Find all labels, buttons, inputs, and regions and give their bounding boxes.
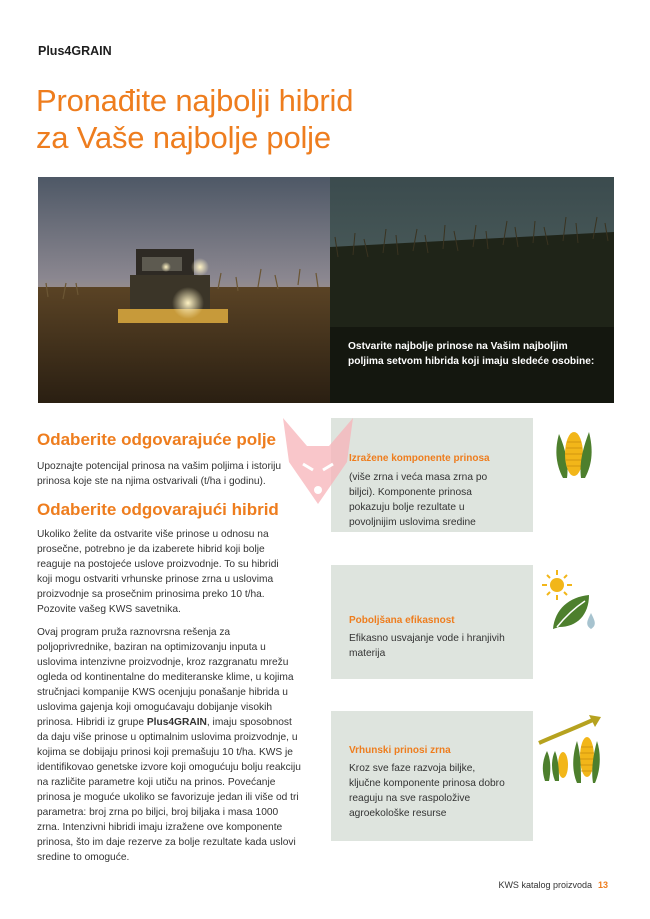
card-title: Poboljšana efikasnost [349, 615, 455, 626]
card-title: Vrhunski prinosi zrna [349, 745, 451, 756]
paragraph-start: Ovaj program pruža raznovrsna rešenja za poljoprivrednike, baziran na optimizovanju inputa u uslovima intenzivne proizvodnje, kroz razgranatu mrežu ogleda od kontinentalne do mediteranske klime, u kojima stručnjaci kompanije KWS ocenjuju ponašanje hibrida u uslovima gajenja koji omogućavaju dobijanje visokih prinosa. Hibridi iz grupe [37, 627, 294, 728]
section-title-field: Odaberite odgovarajuće polje [37, 430, 277, 449]
card-text: (više zrna i veća masa zrna po biljci). Komponente prinosa pokazuju bolje rezultate u povoljnijim uslovima sredine [349, 472, 488, 528]
section-text-field: Upoznajte potencijal prinosa na vašim poljima i istoriju prinosa koje ste na njima ostvarivali (t/ha i godinu). [37, 461, 282, 487]
page-title [36, 82, 353, 156]
page-number: 13 [597, 880, 608, 890]
page-footer [498, 880, 608, 890]
section-text-hybrid-2 [37, 625, 303, 865]
title-line-1: Pronađite najbolji hibrid [36, 83, 354, 118]
feature-card-efficiency [331, 565, 615, 679]
corn-cob-icon [533, 418, 615, 498]
program-name: Plus4GRAIN [146, 717, 207, 728]
card-text: Efikasno usvajanje vode i hranjivih materija [349, 633, 505, 659]
footer-label: KWS katalog proizvoda [498, 880, 592, 890]
feature-card-yield-components [331, 418, 615, 532]
paragraph-end: , imaju sposobnost da daju više prinose u optimalnim uslovima proizvodnje, u kojima se dobijaju prinosi koji premašuju 10 t/ha. KWS je identifikovao genetske izvore koji omogućuju bolju reakciju na različite parametre koji utiču na prinos. Povećanje prinosa je moguće ukoliko se favorizuje jedan ili više od tri parametra: broj zrna po biljci, broj biljaka i masa 1000 zrna. Intenzivni hibridi imaju izražene ove komponente prinosa, što im daje rezerve za bolje rezultate kada uslovi sredine to omoguće. [37, 717, 301, 863]
harvest-field-photo [38, 177, 614, 403]
card-title: Izražene komponente prinosa [349, 453, 490, 464]
card-icon-box [533, 711, 615, 841]
card-icon-box [533, 565, 615, 679]
hero-caption: Ostvarite najbolje prinose na Vašim najboljim poljima setvom hibrida koji imaju sledeće osobine: [348, 341, 595, 367]
card-text: Kroz sve faze razvoja biljke, ključne komponente prinosa dobro reaguju na sve raspoložive agroekološke resurse [349, 763, 505, 819]
feature-card-top-yields [331, 711, 615, 841]
section-title-hybrid: Odaberite odgovarajući hibrid [37, 500, 279, 519]
brand-label: Plus4GRAIN [38, 44, 112, 58]
growth-arrow-icon [533, 711, 615, 791]
card-icon-box [533, 418, 615, 532]
fox-watermark-icon [277, 412, 359, 512]
section-text-hybrid-1: Ukoliko želite da ostvarite više prinose u odnosu na prosečne, potrebno je da izaberete hibrid koji bolje reaguje na postojeće uslove proizvodnje. To su hibridi koji mogu ostvariti vrhunske prinose zrna u uslovima proizvodnje sa prosečnim prinosima preko 10 t/ha. Pozovite vašeg KWS savetnika. [37, 529, 279, 615]
sun-leaf-water-icon [533, 565, 615, 645]
hero-image [38, 177, 614, 403]
title-line-2: za Vaše najbolje polje [36, 120, 331, 155]
